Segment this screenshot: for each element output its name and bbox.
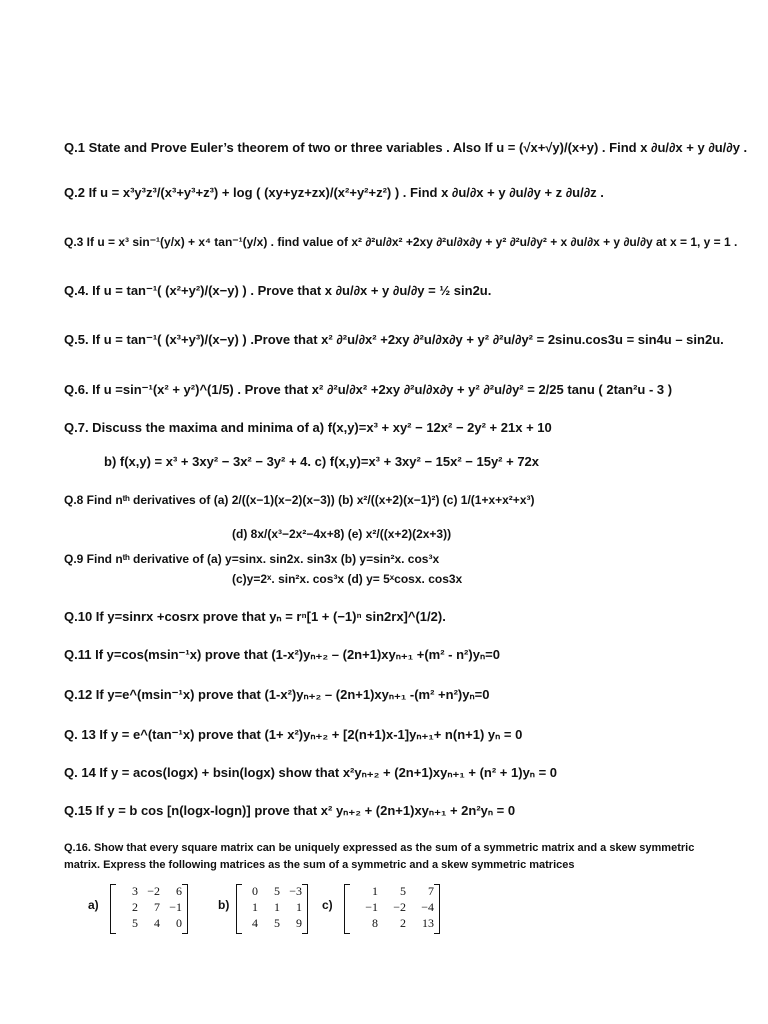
matrix-a bbox=[110, 884, 188, 932]
question-4: Q.4. If u = tan⁻¹( (x²+y²)/(x−y) ) . Prove that x ∂u/∂x + y ∂u/∂y = ½ sin2u. bbox=[64, 283, 492, 298]
matrix-cell: 2 bbox=[400, 916, 406, 930]
matrix-cell: 5 bbox=[274, 916, 280, 930]
matrix-cell: 3 bbox=[132, 884, 138, 898]
matrix-cell: 9 bbox=[296, 916, 302, 930]
matrix-cell: 0 bbox=[176, 916, 182, 930]
question-13: Q. 13 If y = e^(tan⁻¹x) prove that (1+ x²)yₙ₊₂ + [2(n+1)x-1]yₙ₊₁+ n(n+1) yₙ = 0 bbox=[64, 727, 523, 742]
matrix-cell: −2 bbox=[147, 884, 160, 898]
matrix-cell: 0 bbox=[252, 884, 258, 898]
matrix-cell: −1 bbox=[365, 900, 378, 914]
matrix-cell: 13 bbox=[422, 916, 434, 930]
matrix-c-label: c) bbox=[322, 898, 333, 912]
question-14: Q. 14 If y = acos(logx) + bsin(logx) show that x²yₙ₊₂ + (2n+1)xyₙ₊₁ + (n² + 1)yₙ = 0 bbox=[64, 765, 558, 780]
question-6: Q.6. If u =sin⁻¹(x² + y²)^(1/5) . Prove that x² ∂²u/∂x² +2xy ∂²u/∂x∂y + y² ∂²u/∂y² = 2/25 tanu ( 2tan²u - 3 ) bbox=[64, 382, 673, 397]
matrix-cell: 1 bbox=[252, 900, 258, 914]
matrix-cell: −1 bbox=[169, 900, 182, 914]
matrix-cell: 1 bbox=[274, 900, 280, 914]
matrix-c bbox=[344, 884, 440, 932]
matrix-cell: 8 bbox=[372, 916, 378, 930]
matrix-cell: 7 bbox=[154, 900, 160, 914]
matrix-cell: 4 bbox=[154, 916, 160, 930]
question-7-part-b: b) f(x,y) = x³ + 3xy² − 3x² − 3y² + 4. c) f(x,y)=x³ + 3xy² − 15x² − 15y² + 72x bbox=[104, 454, 540, 469]
matrix-cell: 5 bbox=[400, 884, 406, 898]
matrix-cell: −3 bbox=[289, 884, 302, 898]
question-15: Q.15 If y = b cos [n(logx-logn)] prove that x² yₙ₊₂ + (2n+1)xyₙ₊₁ + 2n²yₙ = 0 bbox=[64, 803, 516, 818]
matrix-cell: 5 bbox=[274, 884, 280, 898]
matrix-cell: 5 bbox=[132, 916, 138, 930]
question-8-part-d: (d) 8x/(x³−2x²−4x+8) (e) x²/((x+2)(2x+3)) bbox=[232, 527, 452, 541]
matrix-cell: −2 bbox=[393, 900, 406, 914]
matrix-cell: −4 bbox=[421, 900, 434, 914]
matrix-cell: 2 bbox=[132, 900, 138, 914]
question-1: Q.1 State and Prove Euler’s theorem of two or three variables . Also If u = (√x+√y)/(x+y) . Find x ∂u/∂x + y ∂u/∂y . bbox=[64, 140, 748, 155]
matrix-b-label: b) bbox=[218, 898, 230, 912]
matrix-cell: 6 bbox=[176, 884, 182, 898]
question-5: Q.5. If u = tan⁻¹( (x³+y³)/(x−y) ) .Prove that x² ∂²u/∂x² +2xy ∂²u/∂x∂y + y² ∂²u/∂y² = 2sinu.cos3u = sin4u – sin2u. bbox=[64, 332, 724, 347]
matrix-cell: 7 bbox=[428, 884, 434, 898]
question-9-part-c: (c)y=2ˣ. sin²x. cos³x (d) y= 5ˣcosx. cos3x bbox=[232, 572, 463, 586]
matrix-cell: 1 bbox=[296, 900, 302, 914]
question-10: Q.10 If y=sinrx +cosrx prove that yₙ = rⁿ[1 + (−1)ⁿ sin2rx]^(1/2). bbox=[64, 609, 446, 624]
question-11: Q.11 If y=cos(msin⁻¹x) prove that (1-x²)yₙ₊₂ – (2n+1)xyₙ₊₁ +(m² - n²)yₙ=0 bbox=[64, 647, 500, 662]
question-9: Q.9 Find nᵗʰ derivative of (a) y=sinx. sin2x. sin3x (b) y=sin²x. cos³x bbox=[64, 552, 440, 566]
question-7: Q.7. Discuss the maxima and minima of a) f(x,y)=x³ + xy² − 12x² − 2y² + 21x + 10 bbox=[64, 420, 552, 435]
question-12: Q.12 If y=e^(msin⁻¹x) prove that (1-x²)yₙ₊₂ – (2n+1)xyₙ₊₁ -(m² +n²)yₙ=0 bbox=[64, 687, 490, 702]
matrix-cell: 1 bbox=[372, 884, 378, 898]
question-3: Q.3 If u = x³ sin⁻¹(y/x) + x⁴ tan⁻¹(y/x) . find value of x² ∂²u/∂x² +2xy ∂²u/∂x∂y + y² ∂²u/∂y² + x ∂u/∂x + y ∂u/∂y at x = 1, y = 1 . bbox=[64, 235, 738, 249]
matrix-b bbox=[236, 884, 308, 932]
matrix-cell: 4 bbox=[252, 916, 258, 930]
question-16: Q.16. Show that every square matrix can be uniquely expressed as the sum of a symmetric matrix and a skew symmetric matrix. Express the following matrices as the sum of a symmetric and a skew symmetric matrices bbox=[64, 842, 695, 871]
question-2: Q.2 If u = x³y³z³/(x³+y³+z³) + log ( (xy+yz+zx)/(x²+y²+z²) ) . Find x ∂u/∂x + y ∂u/∂y + z ∂u/∂z . bbox=[64, 185, 604, 200]
question-8: Q.8 Find nᵗʰ derivatives of (a) 2/((x−1)(x−2)(x−3)) (b) x²/((x+2)(x−1)²) (c) 1/(1+x+x²+x³) bbox=[64, 493, 535, 507]
matrix-a-label: a) bbox=[88, 898, 99, 912]
